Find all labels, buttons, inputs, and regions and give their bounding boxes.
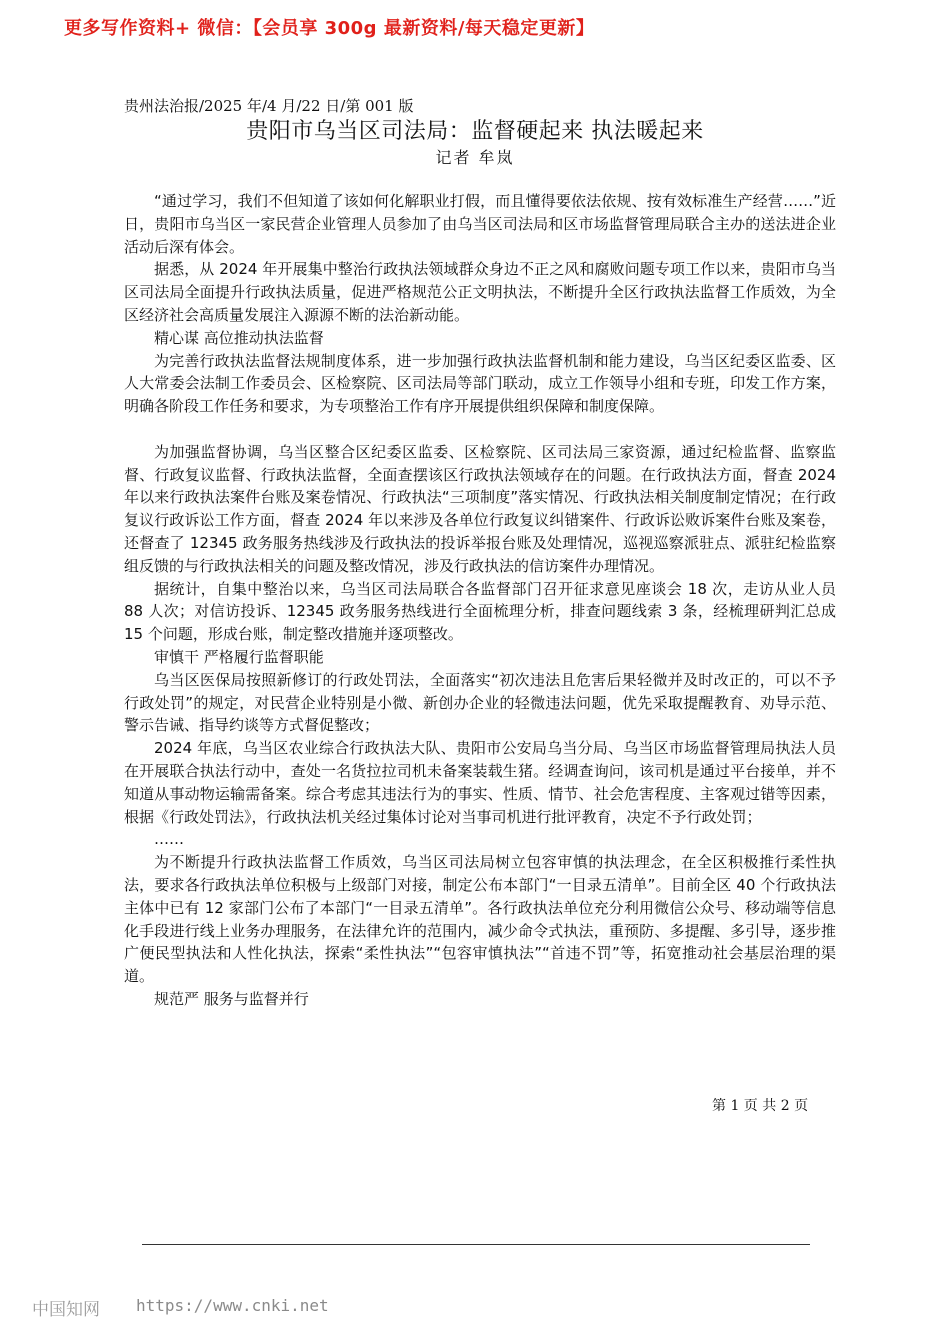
article-body [124, 190, 836, 1011]
promo-banner: 更多写作资料+ 微信：【会员享 300g 最新资料/每天稳定更新】 [64, 18, 595, 39]
section-heading: 规范严 服务与监督并行 [154, 989, 309, 1008]
paragraph: 据悉，从 2024 年开展集中整治行政执法领域群众身边不正之风和腐败问题专项工作以来，贵阳市乌当区司法局全面提升行政执法质量，促进严格规范公正文明执法，不断提升全区行政执法监督工作质效，为全区经济社会高质量发展注入源源不断的法治新动能。 [124, 260, 836, 324]
paragraph: “通过学习，我们不但知道了该如何化解职业打假，而且懂得要依法依规、按有效标准生产经营……”近日，贵阳市乌当区一家民营企业管理人员参加了由乌当区司法局和区市场监督管理局联合主办的送法进企业活动后深有体会。 [124, 192, 836, 256]
cnki-watermark-url: https://www.cnki.net [136, 1296, 329, 1315]
footer-divider [142, 1244, 810, 1245]
paragraph: …… [154, 830, 184, 849]
paragraph: 乌当区医保局按照新修订的行政处罚法，全面落实“初次违法且危害后果轻微并及时改正的，可以不予行政处罚”的规定，对民营企业特别是小微、新创办企业的轻微违法问题，优先采取提醒教育、劝导示范、警示告诫、指导约谈等方式督促整改； [124, 670, 836, 735]
paragraph-spacer [124, 418, 836, 441]
page-number: 第 1 页 共 2 页 [712, 1098, 809, 1114]
article-title: 贵阳市乌当区司法局：监督硬起来 执法暖起来 [246, 119, 704, 144]
paragraph: 为不断提升行政执法监督工作质效，乌当区司法局树立包容审慎的执法理念，在全区积极推行柔性执法，要求各行政执法单位积极与上级部门对接，制定公布本部门“一目录五清单”。目前全区 40 个行政执法主体中已有 12 家部门公布了本部门“一目录五清单”。各行政执法单位充分利用微信公众号、移动端等信息化手段进行线上业务办理服务，在法律允许的范围内，减少命令式执法，重预防、多提醒、多引导，逐步推广便民型执法和人性化执法，探索“柔性执法”“包容审慎执法”“首违不罚”等，拓宽推动社会基层治理的渠道。 [124, 853, 836, 986]
cnki-watermark-logo: 中国知网 [32, 1300, 100, 1320]
paragraph: 为完善行政执法监督法规制度体系，进一步加强行政执法监督机制和能力建设，乌当区纪委区监委、区人大常委会法制工作委员会、区检察院、区司法局等部门联动，成立工作领导小组和专班，印发工作方案，明确各阶段工作任务和要求，为专项整治工作有序开展提供组织保障和制度保障。 [124, 351, 836, 416]
source-line: 贵州法治报/2025 年/4 月/22 日/第 001 版 [124, 97, 414, 115]
section-heading: 精心谋 高位推动执法监督 [154, 328, 324, 347]
byline: 记者 牟岚 [435, 148, 515, 167]
paragraph: 2024 年底，乌当区农业综合行政执法大队、贵阳市公安局乌当分局、乌当区市场监督管理局执法人员在开展联合执法行动中，查处一名货拉拉司机未备案装载生猪。经调查询问，该司机是通过平台接单，并不知道从事动物运输需备案。综合考虑其违法行为的事实、性质、情节、社会危害程度、主客观过错等因素，根据《行政处罚法》，行政执法机关经过集体讨论对当事司机进行批评教育，决定不予行政处罚； [124, 739, 836, 826]
section-heading: 审慎干 严格履行监督职能 [154, 647, 324, 666]
paragraph: 为加强监督协调，乌当区整合区纪委区监委、区检察院、区司法局三家资源，通过纪检监督、监察监督、行政复议监督、行政执法监督，全面查摆该区行政执法领域存在的问题。在行政执法方面，督查 2024 年以来行政执法案件台账及案卷情况、行政执法“三项制度”落实情况、行政执法相关制度制定情况；在行政复议行政诉讼工作方面，督查 2024 年以来涉及各单位行政复议纠错案件、行政诉讼败诉案件台账及案卷，还督查了 12345 政务服务热线涉及行政执法的投诉举报台账及处理情况，巡视巡察派驻点、派驻纪检监察组反馈的与行政执法相关的问题及整改情况，涉及行政执法的信访案件办理情况。 [124, 442, 836, 575]
paragraph: 据统计，自集中整治以来，乌当区司法局联合各监督部门召开征求意见座谈会 18 次，走访从业人员 88 人次；对信访投诉、12345 政务服务热线进行全面梳理分析，排查问题线索 3 条，经梳理研判汇总成 15 个问题，形成台账，制定整改措施并逐项整改。 [124, 579, 836, 644]
